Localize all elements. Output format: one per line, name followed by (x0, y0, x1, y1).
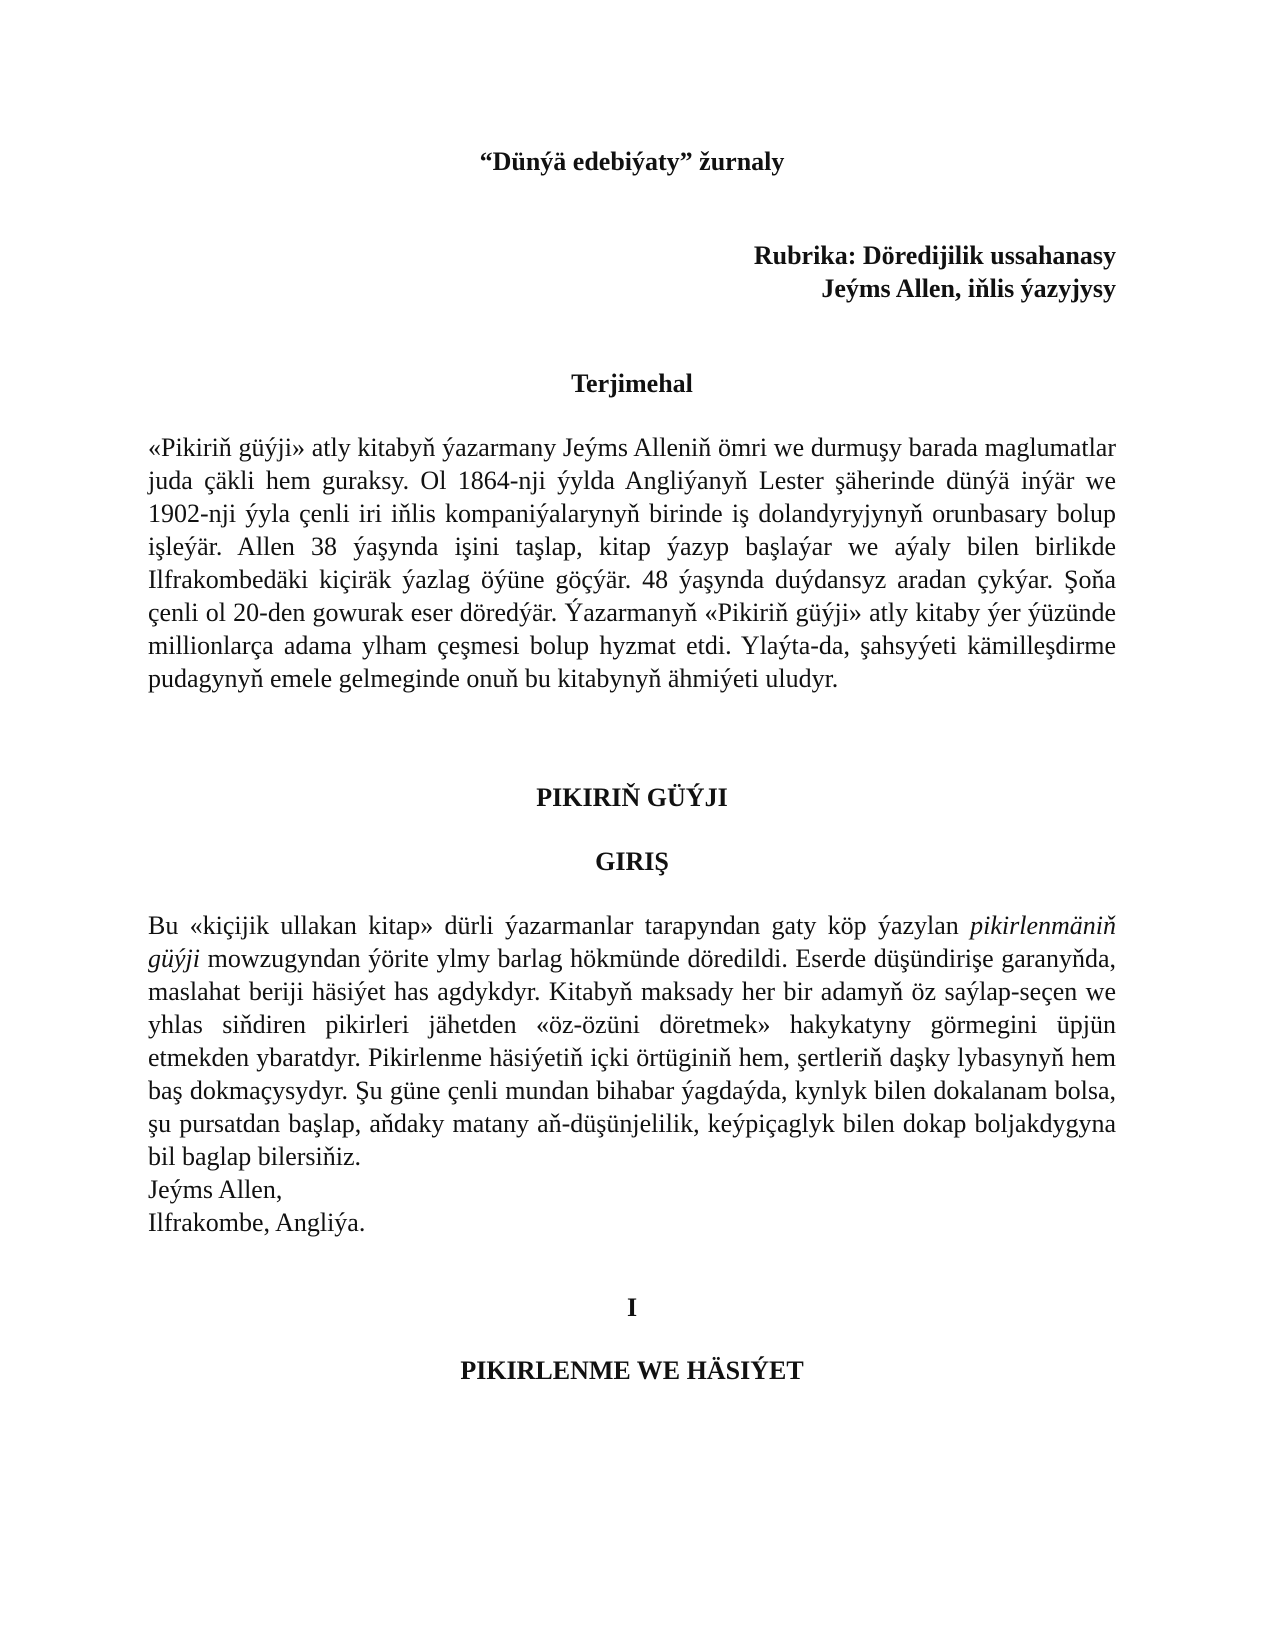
biography-section (148, 431, 1116, 695)
book-title: PIKIRIŇ GÜÝJI (536, 783, 728, 812)
biography-paragraph: «Pikiriň güýji» atly kitabyň ýazarmany Jeýms Alleniň ömri we durmuşy barada maglumatlar juda çäkli hem guraksy. Ol 1864-nji ýylda Angliýanyň Lester şäherinde dünýä inýär we 1902-nji ýyla çenli iri iňlis kompaniýalarynyň birinde iş dolandyryjynyň orunbasary bolup işleýär. Allen 38 ýaşynda işini taşlap, kitap ýazyp başlaýar we aýaly bilen birlikde Ilfrakombedäki kiçiräk ýazlag öýüne göçýär. 48 ýaşynda duýdansyz aradan çykýar. Şoňa çenli ol 20-den gowurak eser döredýär. Ýazarmanyň «Pikiriň güýji» atly kitaby ýer ýüzünde millionlarça adama ylham çeşmesi bolup hyzmat etdi. Ylaýta-da, şahsyýeti kämilleşdirme pudagynyň emele gelmeginde onuň bu kitabynyň ähmiýeti uludyr. (148, 433, 1116, 693)
journal-title: “Dünýä edebiýaty” žurnaly (479, 147, 785, 176)
intro-paragraph (148, 909, 1116, 1173)
intro-text-start: Bu «kiçijik ullakan kitap» dürli ýazarmanlar tarapyndan gaty köp ýazylan (148, 911, 971, 940)
signature-place: Ilfrakombe, Angliýa. (148, 1208, 366, 1237)
biography-heading: Terjimehal (571, 369, 693, 398)
intro-heading: GIRIŞ (595, 847, 669, 876)
author-line: Jeýms Allen, iňlis ýazyjysy (821, 274, 1116, 303)
signature-name: Jeýms Allen, (148, 1175, 283, 1204)
chapter-number: I (626, 1293, 638, 1322)
intro-section (148, 909, 1116, 1239)
intro-text-end: mowzugyndan ýörite ylmy barlag hökmünde döredildi. Eserde düşündirişe garanyňda, maslahat beriji häsiýet has agdykdyr. Kitabyň maksady her bir adamyň öz saýlap-seçen we yhlas siňdiren pikirleri jähetden «öz-özüni döretmek» hakykatyny görmegini üpjün etmekden ybaratdyr. Pikirlenme häsiýetiň içki örtüginiň hem, şertleriň daşky lybasynyň hem baş dokmaçysydyr. Şu güne çenli mundan bihabar ýagdaýda, kynlyk bilen dokalanam bolsa, şu pursatdan başlap, aňdaky matany aň-düşünjelilik, keýpiçaglyk bilen dokap boljakdygyna bil baglap bilersiňiz. (148, 944, 1116, 1171)
chapter-title: PIKIRLENME WE HÄSIÝET (460, 1356, 804, 1385)
rubric-line: Rubrika: Döredijilik ussahanasy (753, 241, 1116, 270)
intro-italic-phrase: pikirlenmäniň güýji (148, 911, 1116, 973)
